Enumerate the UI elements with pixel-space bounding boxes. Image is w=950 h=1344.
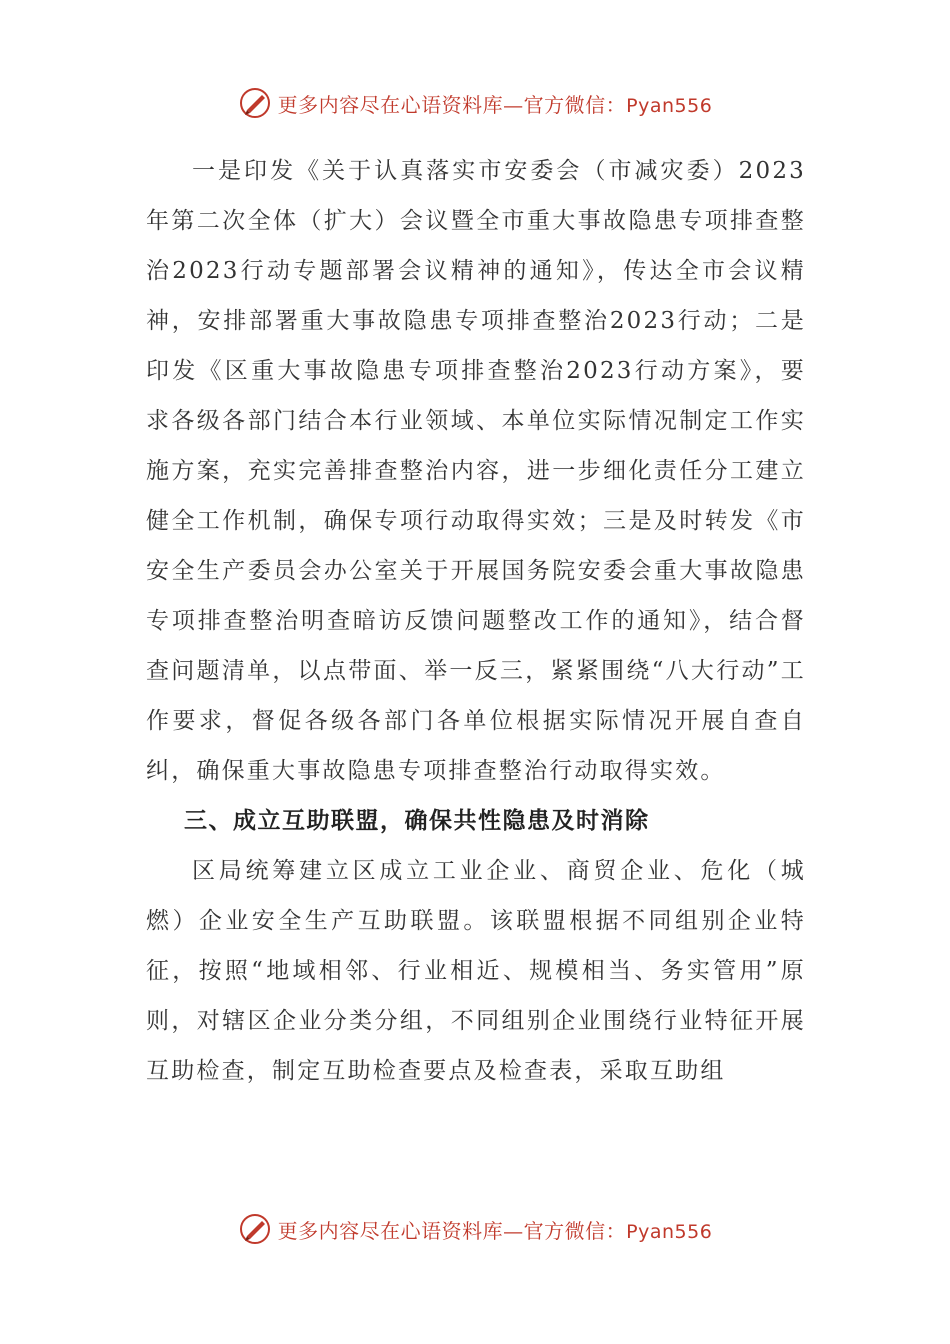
pen-logo-icon xyxy=(238,86,272,120)
section-heading-3: 三、成立互助联盟，确保共性隐患及时消除 xyxy=(184,808,650,834)
paragraph-2: 区局统筹建立区成立工业企业、商贸企业、危化（城燃）企业安全生产互助联盟。该联盟根据不同组别企业特征，按照“地域相邻、行业相近、规模相当、务实管用”原则，对辖区企业分类分组，不同组别企业围绕行业特征开展互助检查，制定互助检查要点及检查表，采取互助组 xyxy=(146,858,806,1084)
watermark-text: 更多内容尽在心语资料库—官方微信：Pyan556 xyxy=(277,1218,713,1243)
pen-logo-icon xyxy=(238,1212,272,1246)
paragraph-1: 一是印发《关于认真落实市安委会（市减灾委）2023年第二次全体（扩大）会议暨全市重大事故隐患专项排查整治2023行动专题部署会议精神的通知》，传达全市会议精神，安排部署重大事故隐患专项排查整治2023行动；二是印发《区重大事故隐患专项排查整治2023行动方案》，要求各级各部门结合本行业领域、本单位实际情况制定工作实施方案，充实完善排查整治内容，进一步细化责任分工建立健全工作机制，确保专项行动取得实效；三是及时转发《市安全生产委员会办公室关于开展国务院安委会重大事故隐患专项排查整治明查暗访反馈问题整改工作的通知》，结合督查问题清单，以点带面、举一反三，紧紧围绕“八大行动”工作要求，督促各级各部门各单位根据实际情况开展自查自纠，确保重大事故隐患专项排查整治行动取得实效。 xyxy=(146,158,806,784)
watermark-text: 更多内容尽在心语资料库—官方微信：Pyan556 xyxy=(277,92,713,117)
watermark-footer xyxy=(0,1212,950,1246)
watermark-header xyxy=(0,86,950,120)
document-body xyxy=(146,146,806,1096)
